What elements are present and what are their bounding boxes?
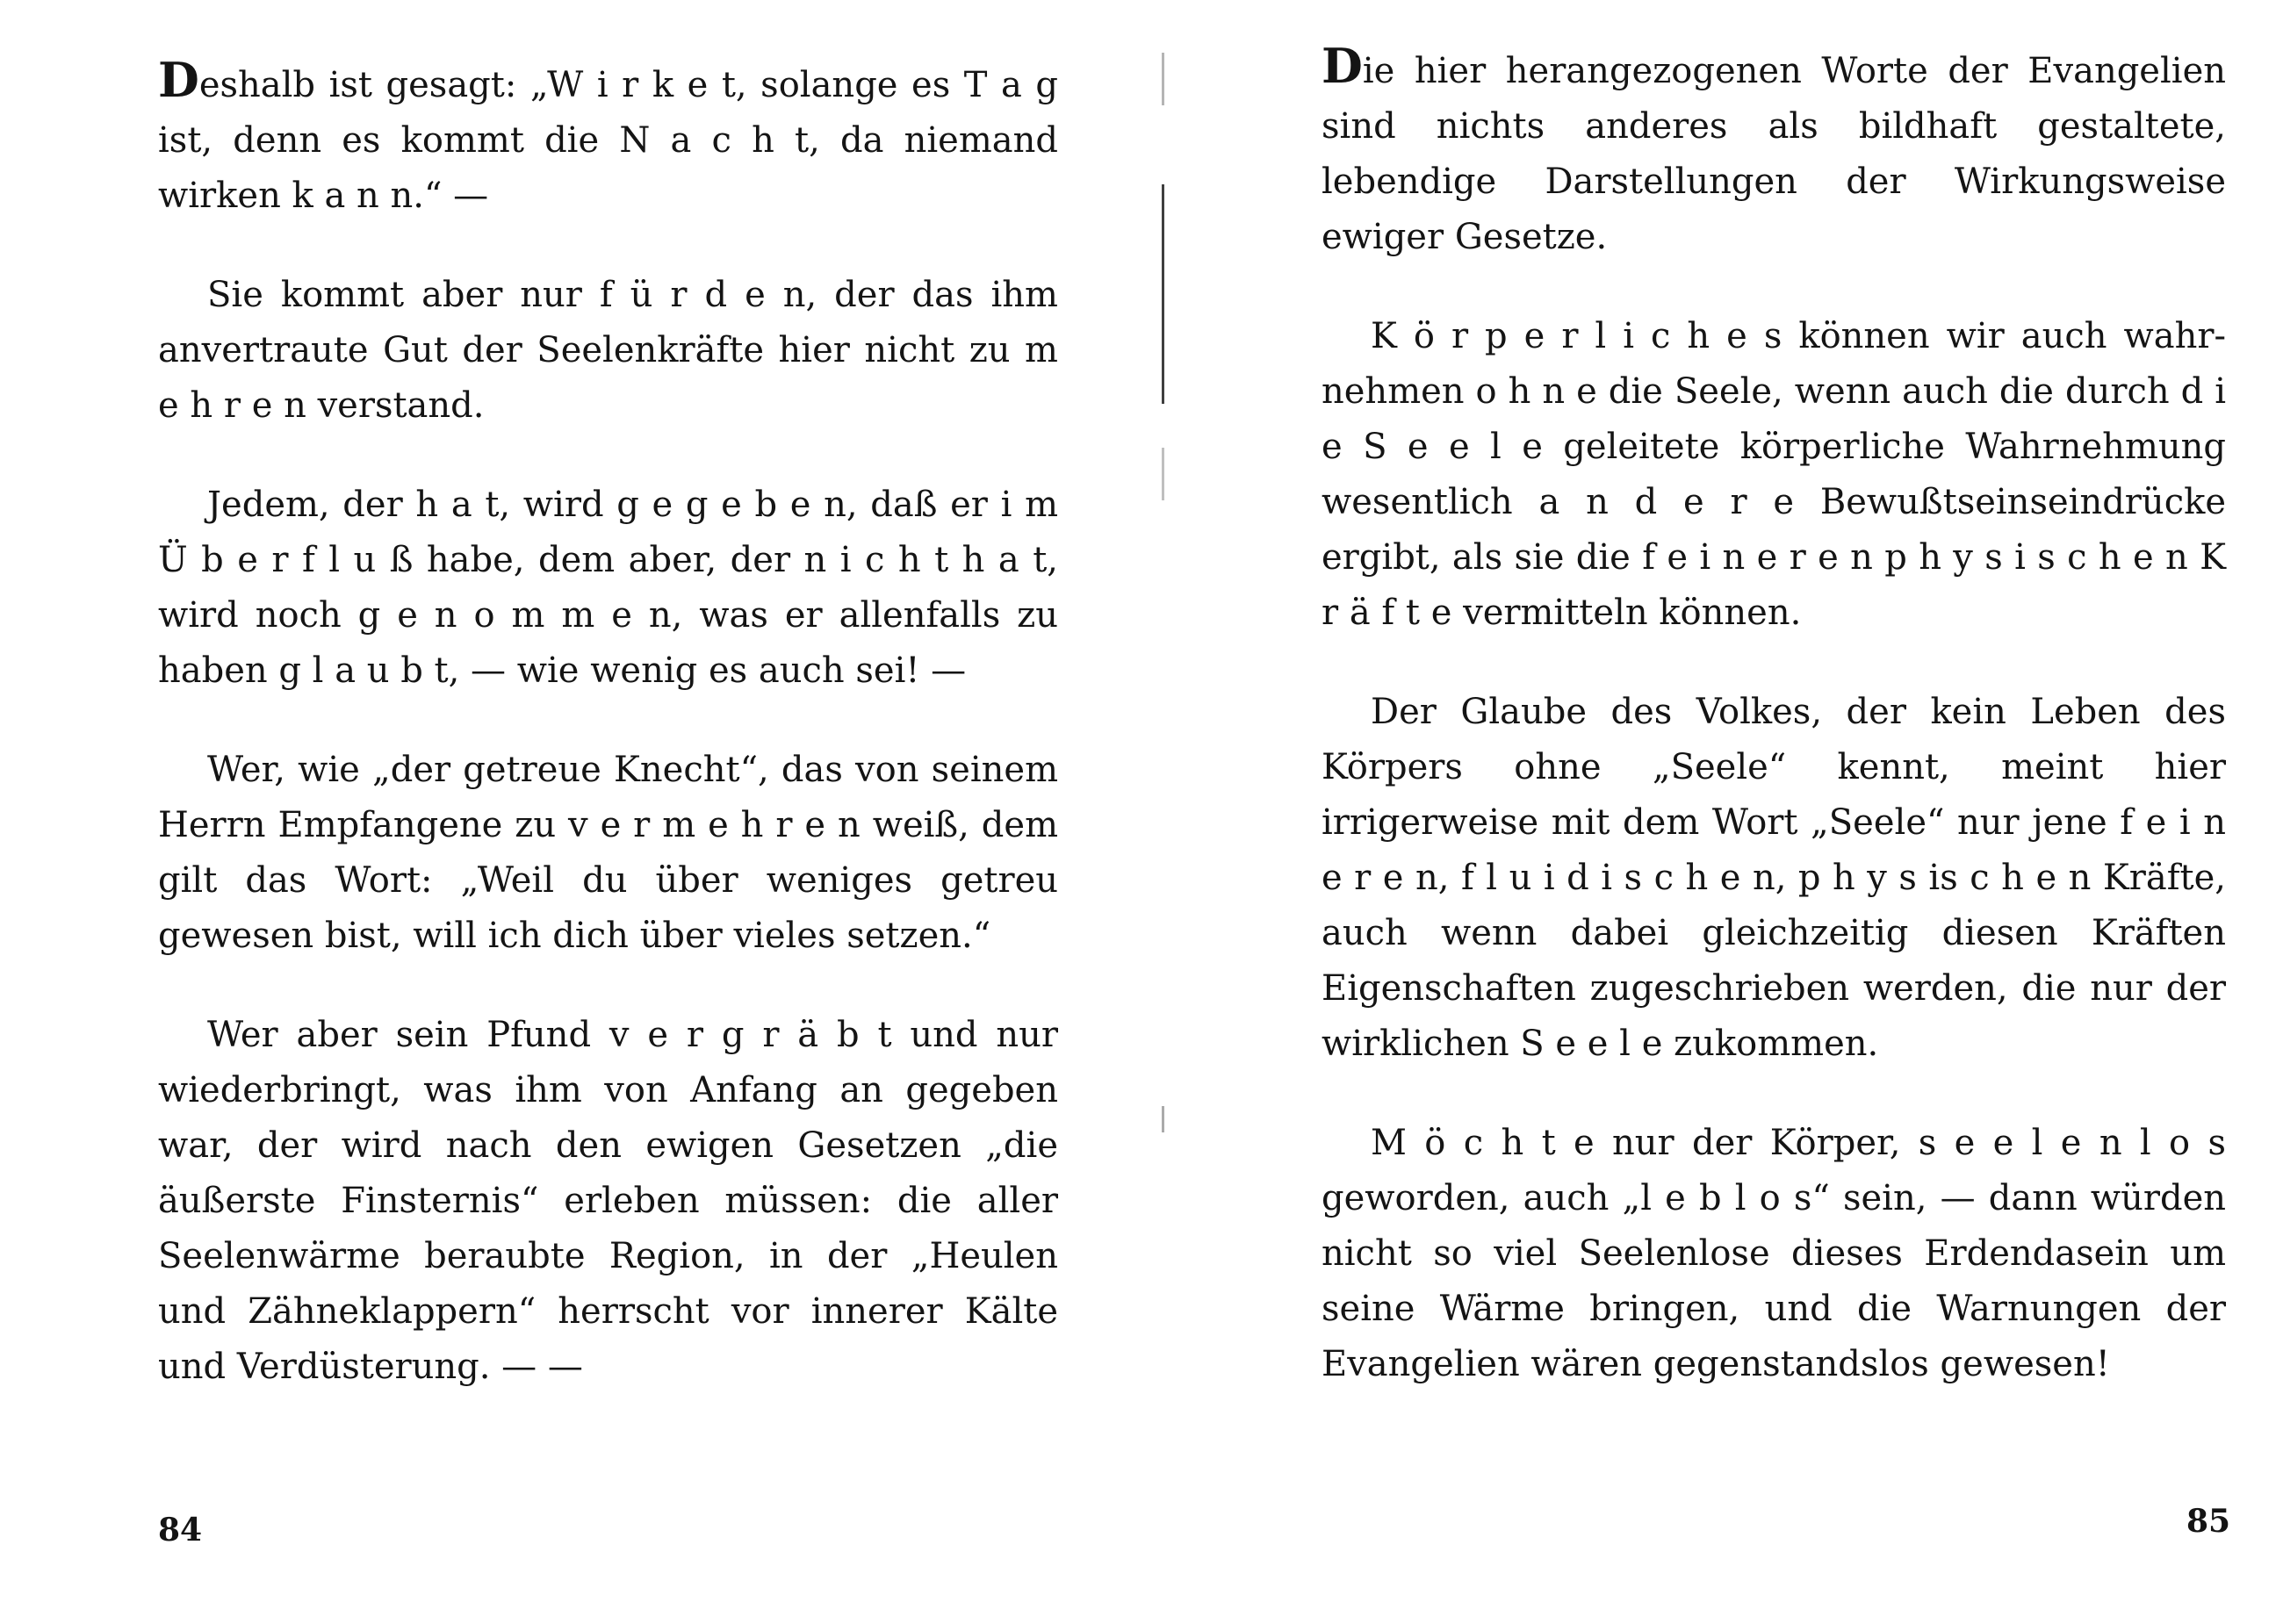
left-text-column xyxy=(158,52,1058,1439)
gutter-shadow xyxy=(1162,1106,1164,1132)
page-number: 84 xyxy=(158,1512,203,1549)
paragraph-text: eshalb ist gesagt: „W i r k e t, solange es T a g ist, denn es kommt die N a c h t, da niemand wirken k a n n.“ — xyxy=(158,65,1058,216)
paragraph: Jedem, der h a t, wird g e g e b e n, daß er i m Ü b e r f l u ß habe, dem aber, der n i c h t h a t, wird noch g e n o m m e n, was er allenfalls zu haben g l a u b t, — wie wenig es auch sei! — xyxy=(158,485,1058,691)
paragraph: Der Glaube des Volkes, der kein Leben des Körpers ohne „Seele“ kennt, meint hier irrigerweise mit dem Wort „Seele“ nur jene f e i n e r e n, f l u i d i s c h e n, p h y s is c h e n Kräfte, auch wenn dabei gleichzeitig diesen Kräften Eigenschaften zugeschrieben werden, die nur der wirklichen S e e l e zukommen. xyxy=(1322,692,2226,1064)
book-gutter xyxy=(1157,35,1170,1598)
page-number: 85 xyxy=(2186,1503,2231,1540)
gutter-shadow xyxy=(1162,53,1164,105)
drop-cap: D xyxy=(1322,38,1363,94)
paragraph xyxy=(158,52,1058,224)
paragraph: Wer, wie „der getreue Knecht“, das von seinem Herrn Empfangene zu v e r m e h r e n weiß, dem gilt das Wort: „Weil du über weniges getreu gewesen bist, will ich dich über vieles setzen.“ xyxy=(158,750,1058,956)
right-text-column xyxy=(1322,38,2226,1436)
paragraph: Sie kommt aber nur f ü r d e n, der das ihm anvertraute Gut der Seelenkräfte hier nicht zu m e h r e n verstand. xyxy=(158,275,1058,426)
gutter-shadow xyxy=(1162,448,1164,500)
paragraph: Wer aber sein Pfund v e r g r ä b t und nur wiederbringt, was ihm von Anfang an gegeben war, der wird nach den ewigen Gesetzen „die äußerste Finsternis“ erleben müssen: die aller Seelenwärme beraubte Region, in der „Heulen und Zähneklappern“ herrscht vor innerer Kälte und Verdüsterung. — — xyxy=(158,1015,1058,1387)
paragraph: K ö r p e r l i c h e s können wir auch wahrnehmen o h n e die Seele, wenn auch die durch d i e S e e l e geleitete körperliche Wahrnehmung wesentlich a n d e r e Bewußtseinseindrücke ergibt, als sie die f e i n e r e n p h y s i s c h e n K r ä f t e vermitteln können. xyxy=(1322,316,2226,633)
gutter-shadow xyxy=(1162,184,1164,404)
paragraph xyxy=(1322,38,2226,265)
paragraph: M ö c h t e nur der Körper, s e e l e n l o s geworden, auch „l e b l o s“ sein, — dann würden nicht so viel Seelenlose dieses Erdendasein um seine Wärme bringen, und die Warnungen der Evangelien wären gegenstandslos gewesen! xyxy=(1322,1123,2226,1384)
paragraph-text: ie hier herangezogenen Worte der Evangelien sind nichts anderes als bildhaft gestaltete, lebendige Darstellungen der Wirkungsweise ewiger Gesetze. xyxy=(1322,51,2226,257)
drop-cap: D xyxy=(158,52,199,108)
right-page xyxy=(1181,0,2283,1624)
